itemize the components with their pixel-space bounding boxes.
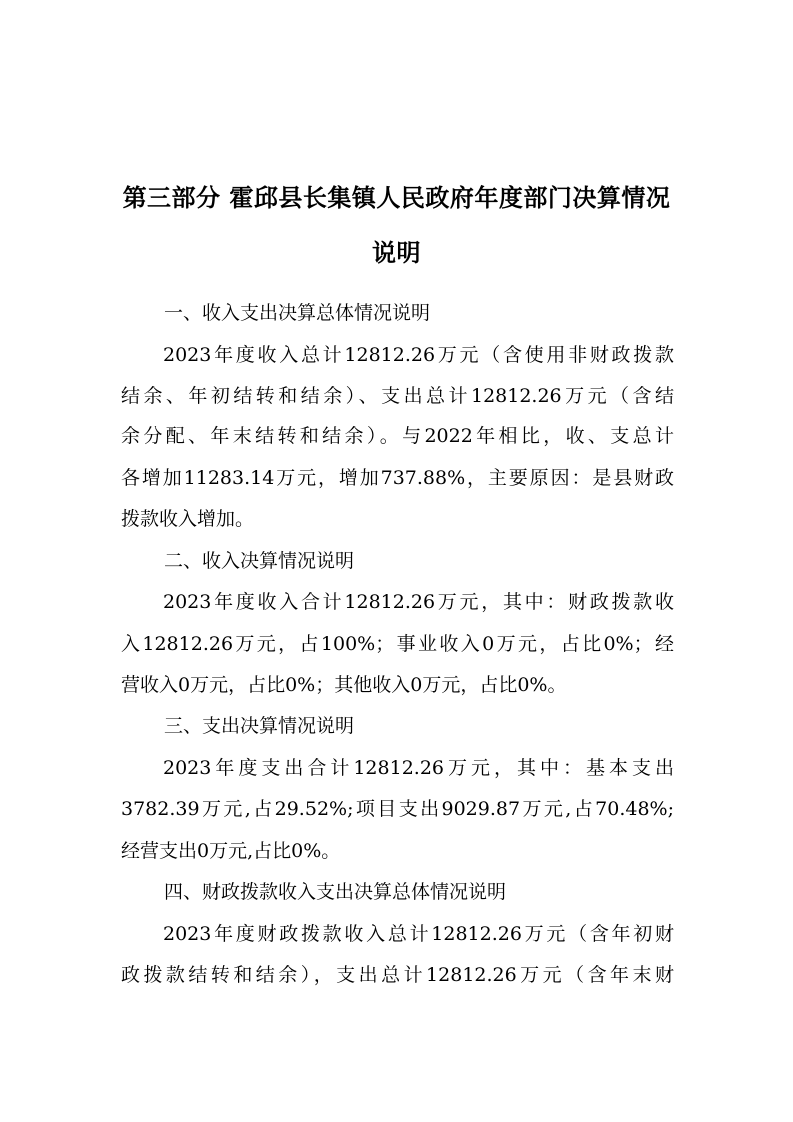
section-2-line-2: 入12812.26万元，占100%；事业收入0万元，占比0%；经 (121, 633, 674, 655)
section-1-line-2: 结余、年初结转和结余）、支出总计12812.26万元（含结 (121, 385, 674, 407)
section-3-line-1: 2023年度支出合计12812.26万元，其中：基本支出 (163, 757, 674, 779)
section-1-line-3: 余分配、年末结转和结余）。与2022年相比，收、支总计 (121, 425, 674, 447)
section-4-line-1: 2023年度财政拨款收入总计12812.26万元（含年初财 (163, 923, 674, 945)
section-2-line-3: 营收入0万元，占比0%；其他收入0万元，占比0%。 (121, 674, 567, 696)
section-heading-1: 一、收入支出决算总体情况说明 (164, 302, 431, 324)
document-title-line-1: 第三部分 霍邱县长集镇人民政府年度部门决算情况 (122, 183, 671, 212)
section-heading-3: 三、支出决算情况说明 (164, 715, 355, 737)
section-1-line-1: 2023年度收入总计12812.26万元（含使用非财政拨款 (163, 344, 674, 366)
document-title-line-2: 说明 (372, 238, 421, 267)
section-heading-2: 二、收入决算情况说明 (164, 550, 355, 572)
section-1-line-4: 各增加11283.14万元，增加737.88%，主要原因：是县财政 (121, 467, 674, 489)
section-4-line-2: 政拨款结转和结余），支出总计12812.26万元（含年末财 (121, 964, 674, 986)
section-heading-4: 四、财政拨款收入支出决算总体情况说明 (164, 881, 507, 903)
section-3-line-3: 经营支出0万元,占比0%。 (121, 840, 341, 862)
section-1-line-5: 拨款收入增加。 (121, 508, 255, 530)
section-2-line-1: 2023年度收入合计12812.26万元，其中：财政拨款收 (163, 591, 674, 613)
section-3-line-2: 3782.39万元,占29.52%;项目支出9029.87万元,占70.48%; (121, 798, 674, 820)
